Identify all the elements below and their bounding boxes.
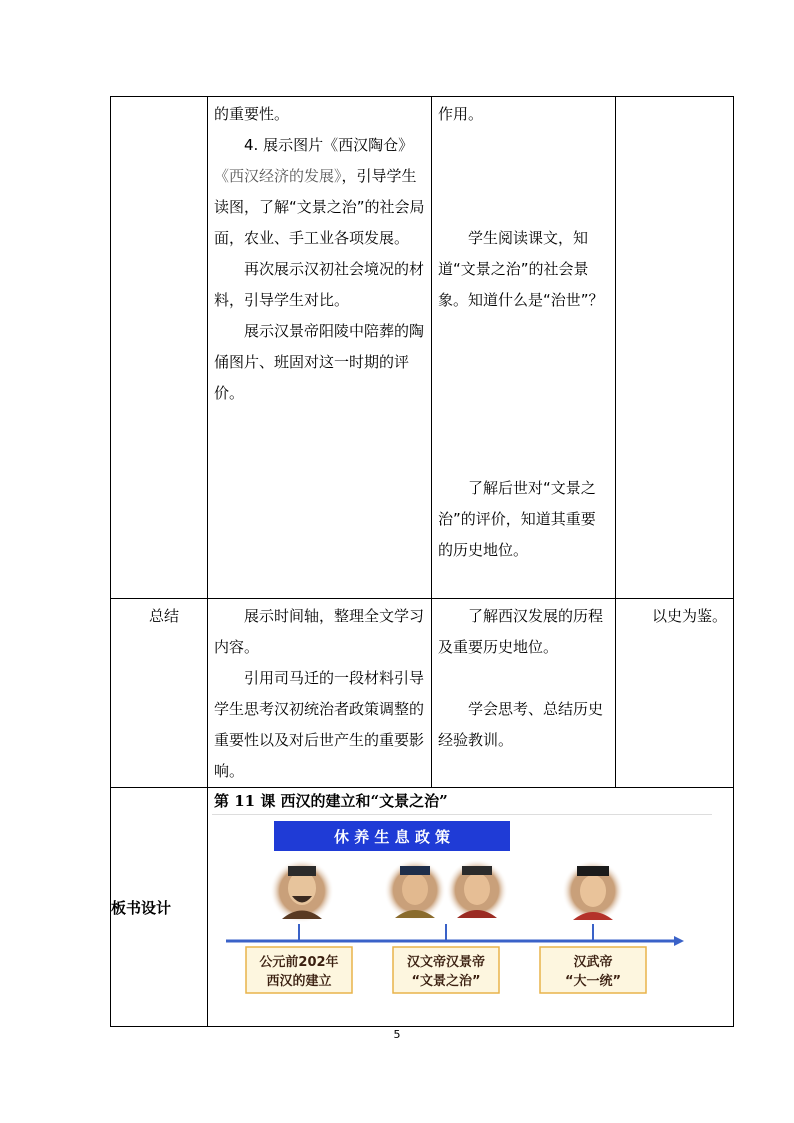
timeline-diagram	[212, 814, 712, 1016]
board-design-cell	[208, 788, 734, 1027]
text-run: 《西汉经济的发展》	[214, 167, 342, 185]
page-number: 5	[393, 1028, 401, 1041]
timeline-box	[393, 947, 499, 993]
timeline-box	[540, 947, 646, 993]
student-activity-cell	[432, 97, 616, 599]
teacher-activity-cell	[208, 599, 432, 788]
lesson-plan-table	[110, 96, 734, 1027]
timeline-box-line1: 公元前202年	[259, 955, 339, 970]
paragraph: 的重要性。	[214, 105, 290, 123]
portrait-liu-bang	[270, 859, 334, 923]
board-title: 第 11 课 西汉的建立和“文景之治”	[214, 792, 448, 810]
paragraph: 学生阅读课文，知道“文景之治”的社会景象。知道什么是“治世”？	[438, 229, 604, 309]
portrait-emperor-wen	[384, 859, 446, 921]
paragraph: 学会思考、总结历史经验教训。	[438, 700, 604, 749]
timeline-box-line1: 汉文帝汉景帝	[406, 955, 486, 970]
section-label-cell	[111, 599, 208, 788]
portrait-emperor-jing	[446, 859, 508, 921]
paragraph: 展示时间轴，整理全文学习内容。	[214, 607, 425, 656]
timeline-box-line2: “大一统”	[564, 974, 622, 989]
timeline-box	[246, 947, 352, 993]
portrait-emperor-wu	[562, 860, 624, 922]
empty-cell	[111, 97, 208, 599]
paragraph: 以史为鉴。	[652, 607, 728, 625]
text-run: ，引导学生读图，了解“文景之治”的社会局面，农业、手工业各项发展。	[214, 167, 425, 247]
table-row	[111, 97, 734, 599]
paragraph	[214, 130, 425, 254]
student-activity-cell	[432, 599, 616, 788]
paragraph: 了解后世对“文景之治”的评价，知道其重要的历史地位。	[438, 479, 596, 559]
timeline-box-line2: 西汉的建立	[266, 974, 332, 989]
text-run: 4. 展示图片《西汉陶仓》	[244, 136, 414, 154]
section-label: 总结	[149, 607, 180, 625]
teacher-activity-cell	[208, 97, 432, 599]
paragraph: 展示汉景帝阳陵中陪葬的陶俑图片、班固对这一时期的评价。	[214, 322, 425, 402]
table-row	[111, 788, 734, 1027]
paragraph: 了解西汉发展的历程及重要历史地位。	[438, 607, 604, 656]
table-row	[111, 599, 734, 788]
intent-cell	[616, 599, 734, 788]
board-design-label: 板书设计	[111, 788, 208, 1027]
timeline-box-line1: 汉武帝	[573, 955, 613, 970]
paragraph: 再次展示汉初社会境况的材料，引导学生对比。	[214, 260, 425, 309]
paragraph: 作用。	[438, 105, 484, 123]
timeline-box-line2: “文景之治”	[411, 974, 481, 989]
paragraph: 引用司马迁的一段材料引导学生思考汉初统治者政策调整的重要性以及对后世产生的重要影响。	[214, 669, 425, 780]
empty-cell	[616, 97, 734, 599]
policy-banner-text: 休 养 生 息 政 策	[333, 828, 451, 846]
